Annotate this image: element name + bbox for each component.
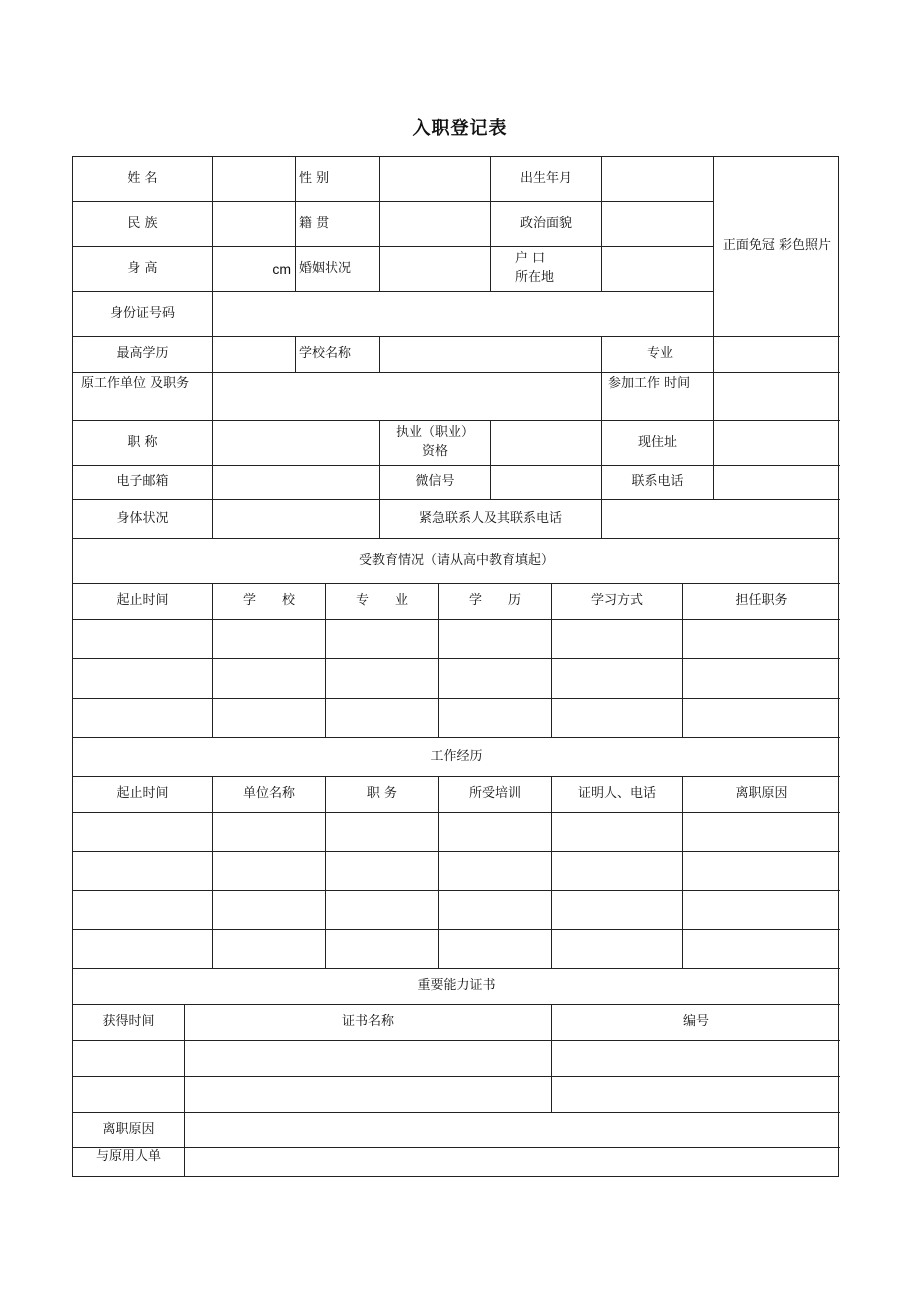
education-cell[interactable] bbox=[326, 699, 439, 738]
education-cell[interactable] bbox=[326, 620, 439, 659]
label-license-line1: 执业（职业） bbox=[395, 425, 474, 441]
label-native-place: 籍 贯 bbox=[296, 202, 380, 247]
cert-cell[interactable] bbox=[73, 1041, 185, 1077]
work-cell[interactable] bbox=[73, 891, 213, 930]
label-email: 电子邮箱 bbox=[73, 466, 213, 500]
work-header-reason: 离职原因 bbox=[683, 777, 840, 813]
label-political: 政治面貌 bbox=[491, 202, 602, 247]
education-cell[interactable] bbox=[213, 620, 326, 659]
edu-header-period: 起止时间 bbox=[73, 584, 213, 620]
work-cell[interactable] bbox=[439, 930, 552, 969]
input-work-start[interactable] bbox=[714, 373, 840, 421]
work-cell[interactable] bbox=[683, 813, 840, 852]
input-major[interactable] bbox=[714, 337, 840, 373]
form-table bbox=[72, 156, 839, 1177]
edu-header-mode: 学习方式 bbox=[552, 584, 683, 620]
label-ethnicity: 民 族 bbox=[73, 202, 213, 247]
work-cell[interactable] bbox=[439, 891, 552, 930]
education-cell[interactable] bbox=[213, 659, 326, 698]
work-header-training: 所受培训 bbox=[439, 777, 552, 813]
input-ethnicity[interactable] bbox=[213, 202, 296, 247]
input-email[interactable] bbox=[213, 466, 380, 500]
work-header-reference: 证明人、电话 bbox=[552, 777, 683, 813]
label-former-employer: 与原用人单 bbox=[73, 1148, 185, 1176]
work-cell[interactable] bbox=[552, 852, 683, 891]
label-hukou-line2: 所在地 bbox=[515, 270, 555, 285]
work-cell[interactable] bbox=[439, 813, 552, 852]
input-prev-employer[interactable] bbox=[213, 373, 602, 421]
cert-heading: 重要能力证书 bbox=[73, 969, 840, 1005]
work-cell[interactable] bbox=[213, 930, 326, 969]
work-cell[interactable] bbox=[326, 930, 439, 969]
label-hukou-line1: 户 口 bbox=[515, 251, 546, 267]
label-work-start bbox=[602, 373, 714, 421]
education-cell[interactable] bbox=[439, 659, 552, 698]
input-title[interactable] bbox=[213, 421, 380, 466]
input-id-number[interactable] bbox=[213, 292, 714, 337]
label-hukou bbox=[491, 247, 602, 292]
label-phone: 联系电话 bbox=[602, 466, 714, 500]
work-cell[interactable] bbox=[683, 891, 840, 930]
education-cell[interactable] bbox=[73, 699, 213, 738]
input-school[interactable] bbox=[380, 337, 602, 373]
work-header-period: 起止时间 bbox=[73, 777, 213, 813]
photo-box[interactable]: 正面免冠 彩色照片 bbox=[714, 157, 840, 337]
input-political[interactable] bbox=[602, 202, 714, 247]
cert-cell[interactable] bbox=[552, 1041, 840, 1077]
input-emergency[interactable] bbox=[602, 500, 840, 539]
education-cell[interactable] bbox=[683, 699, 840, 738]
work-cell[interactable] bbox=[552, 930, 683, 969]
label-health: 身体状况 bbox=[73, 500, 213, 539]
label-leave-reason: 离职原因 bbox=[73, 1113, 185, 1148]
input-phone[interactable] bbox=[714, 466, 840, 500]
work-cell[interactable] bbox=[683, 852, 840, 891]
input-license[interactable] bbox=[491, 421, 602, 466]
input-hukou[interactable] bbox=[602, 247, 714, 292]
label-education: 最高学历 bbox=[73, 337, 213, 373]
cert-cell[interactable] bbox=[185, 1077, 552, 1113]
label-birth: 出生年月 bbox=[491, 157, 602, 202]
label-prev-employer bbox=[73, 373, 213, 421]
work-cell[interactable] bbox=[213, 891, 326, 930]
form-title: 入职登记表 bbox=[412, 118, 508, 139]
input-gender[interactable] bbox=[380, 157, 491, 202]
work-cell[interactable] bbox=[552, 813, 683, 852]
education-cell[interactable] bbox=[683, 620, 840, 659]
label-work-start-text: 参加工作 时间 bbox=[608, 376, 691, 391]
cert-cell[interactable] bbox=[552, 1077, 840, 1113]
education-cell[interactable] bbox=[213, 699, 326, 738]
work-cell[interactable] bbox=[73, 813, 213, 852]
label-prev-employer-text: 原工作单位 及职务 bbox=[81, 376, 190, 391]
work-cell[interactable] bbox=[73, 930, 213, 969]
education-cell[interactable] bbox=[326, 659, 439, 698]
label-title: 职 称 bbox=[73, 421, 213, 466]
input-wechat[interactable] bbox=[491, 466, 602, 500]
input-former-employer[interactable] bbox=[185, 1148, 840, 1176]
edu-header-major: 专 业 bbox=[326, 584, 439, 620]
cert-header-name: 证书名称 bbox=[185, 1005, 552, 1041]
work-cell[interactable] bbox=[213, 852, 326, 891]
input-birth[interactable] bbox=[602, 157, 714, 202]
education-heading: 受教育情况（请从高中教育填起） bbox=[73, 539, 840, 584]
label-marital: 婚姻状况 bbox=[296, 247, 380, 292]
work-cell[interactable] bbox=[552, 891, 683, 930]
work-cell[interactable] bbox=[683, 930, 840, 969]
education-cell[interactable] bbox=[552, 659, 683, 698]
work-cell[interactable] bbox=[439, 852, 552, 891]
education-cell[interactable] bbox=[73, 620, 213, 659]
input-address[interactable] bbox=[714, 421, 840, 466]
input-name[interactable] bbox=[213, 157, 296, 202]
work-cell[interactable] bbox=[213, 813, 326, 852]
label-license bbox=[380, 421, 491, 466]
label-name: 姓 名 bbox=[73, 157, 213, 202]
work-cell[interactable] bbox=[73, 852, 213, 891]
input-marital[interactable] bbox=[380, 247, 491, 292]
label-wechat: 微信号 bbox=[380, 466, 491, 500]
input-education[interactable] bbox=[213, 337, 296, 373]
work-cell[interactable] bbox=[326, 852, 439, 891]
input-health[interactable] bbox=[213, 500, 380, 539]
edu-header-school: 学 校 bbox=[213, 584, 326, 620]
work-header-employer: 单位名称 bbox=[213, 777, 326, 813]
edu-header-degree: 学 历 bbox=[439, 584, 552, 620]
cert-header-date: 获得时间 bbox=[73, 1005, 185, 1041]
work-heading: 工作经历 bbox=[73, 738, 840, 777]
work-cell[interactable] bbox=[326, 813, 439, 852]
cert-cell[interactable] bbox=[185, 1041, 552, 1077]
edu-header-position: 担任职务 bbox=[683, 584, 840, 620]
work-header-position: 职 务 bbox=[326, 777, 439, 813]
label-major: 专业 bbox=[602, 337, 714, 373]
label-school: 学校名称 bbox=[296, 337, 380, 373]
education-cell[interactable] bbox=[552, 620, 683, 659]
label-id-number: 身份证号码 bbox=[73, 292, 213, 337]
education-cell[interactable] bbox=[683, 659, 840, 698]
input-height[interactable]: cm bbox=[213, 247, 296, 292]
label-emergency: 紧急联系人及其联系电话 bbox=[380, 500, 602, 539]
cert-header-number: 编号 bbox=[552, 1005, 840, 1041]
education-cell[interactable] bbox=[552, 699, 683, 738]
education-cell[interactable] bbox=[73, 659, 213, 698]
label-height: 身 高 bbox=[73, 247, 213, 292]
cert-cell[interactable] bbox=[73, 1077, 185, 1113]
work-cell[interactable] bbox=[326, 891, 439, 930]
input-native-place[interactable] bbox=[380, 202, 491, 247]
input-leave-reason[interactable] bbox=[185, 1113, 840, 1148]
label-license-line2: 资格 bbox=[421, 444, 448, 459]
label-gender: 性 别 bbox=[296, 157, 380, 202]
label-address: 现住址 bbox=[602, 421, 714, 466]
education-cell[interactable] bbox=[439, 699, 552, 738]
education-cell[interactable] bbox=[439, 620, 552, 659]
